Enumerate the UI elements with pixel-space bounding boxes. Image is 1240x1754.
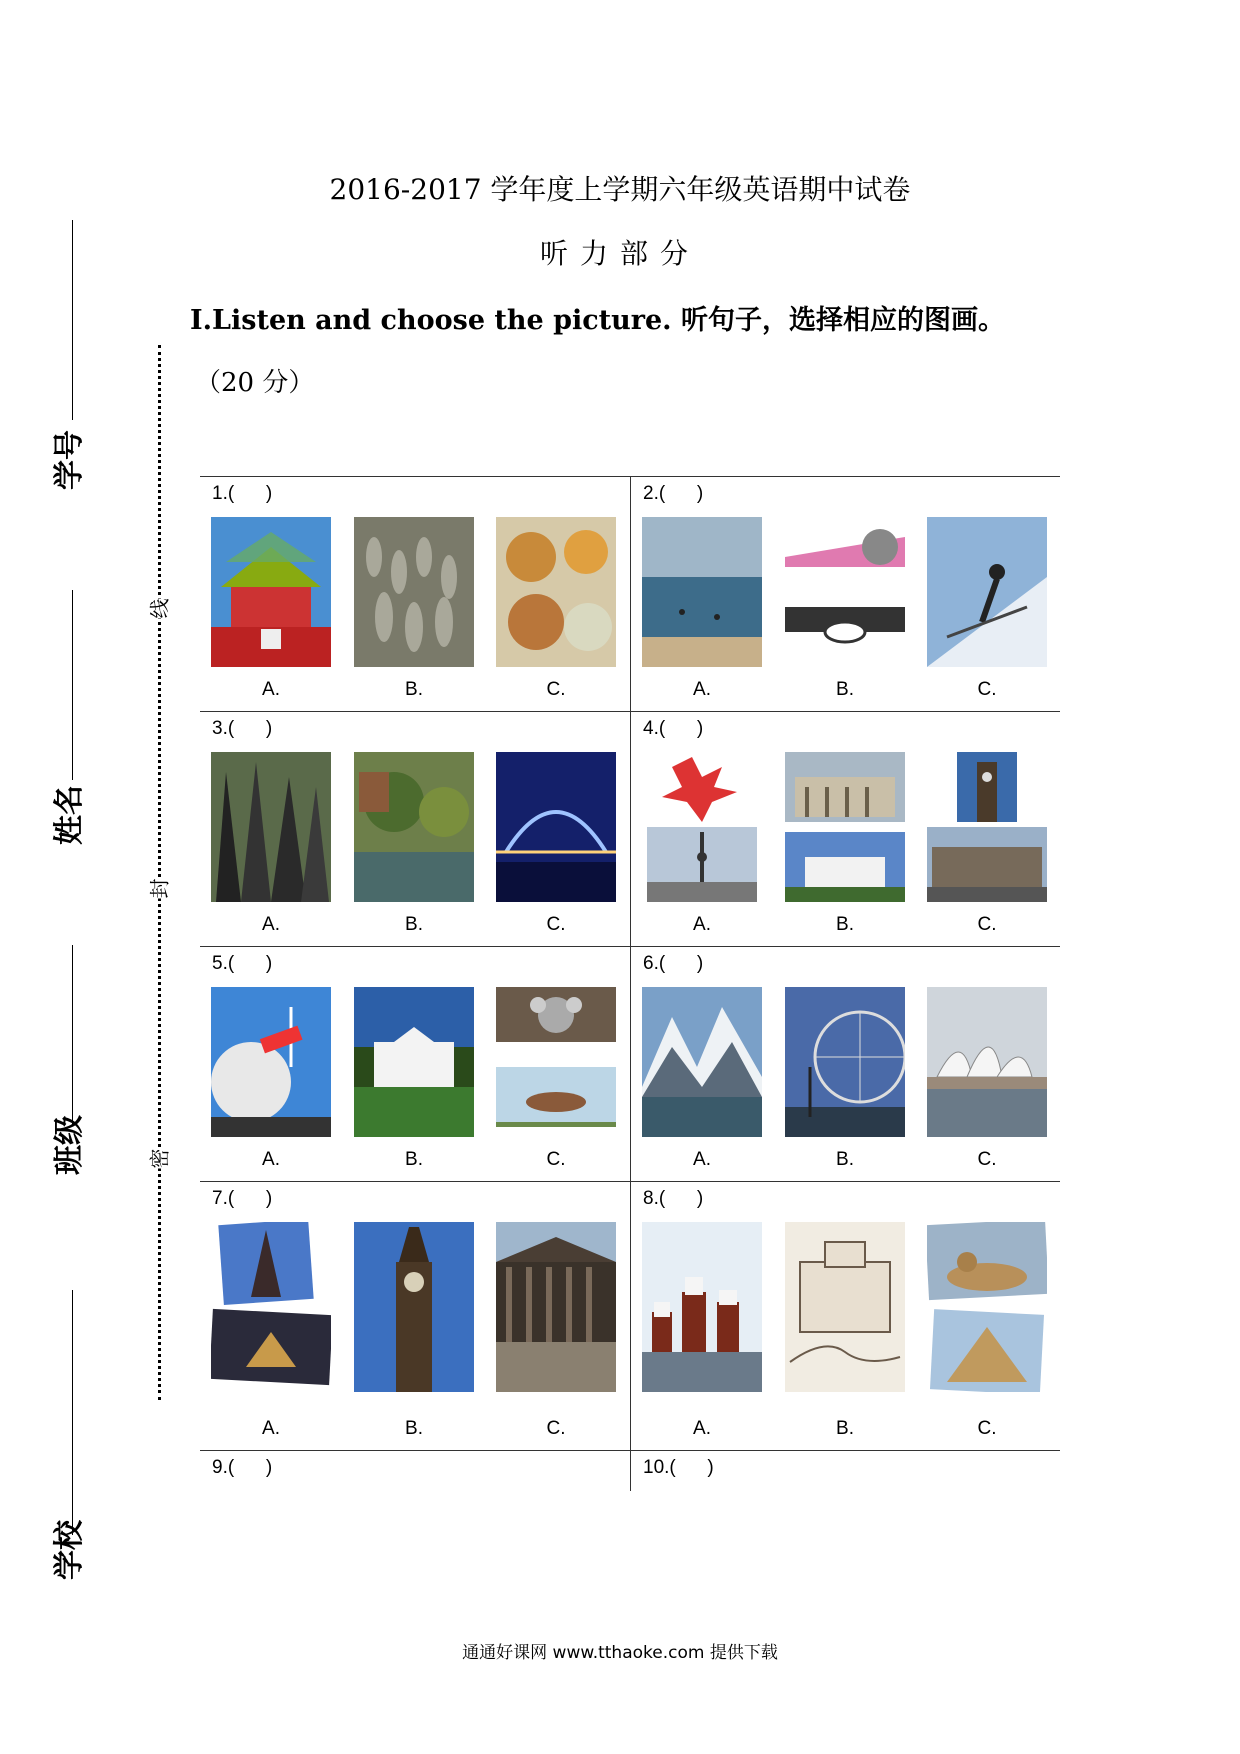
option-b: B. <box>405 679 423 700</box>
white-house-photo[interactable] <box>354 987 474 1137</box>
eiffel-tower-louvre-photos[interactable] <box>211 1222 331 1392</box>
option-c: C. <box>546 679 566 700</box>
option-b: B. <box>836 1149 854 1170</box>
sydney-opera-house-photo[interactable] <box>927 987 1047 1137</box>
class-line <box>72 945 73 1125</box>
skiing-photo[interactable] <box>927 517 1047 667</box>
question-number: 10.( ) <box>643 1457 714 1478</box>
question-number: 2.( ) <box>643 483 704 504</box>
seal-char-xian: 线 <box>140 599 177 619</box>
stupas-photo[interactable] <box>642 1222 762 1392</box>
big-ben-british-museum-photos[interactable] <box>927 752 1047 902</box>
stone-forest-photo[interactable] <box>211 752 331 902</box>
museum-white-house-photos[interactable] <box>785 752 905 902</box>
question-row <box>200 711 1060 946</box>
question-grid <box>200 476 1060 1491</box>
big-ben-photo[interactable] <box>354 1222 474 1392</box>
option-b: B. <box>836 679 854 700</box>
question-9 <box>200 1451 630 1491</box>
name-label: 姓名 <box>52 785 87 845</box>
beach-swimming-photo[interactable] <box>642 517 762 667</box>
option-b: B. <box>836 1418 854 1439</box>
question-number: 3.( ) <box>212 718 273 739</box>
question-number: 1.( ) <box>212 483 273 504</box>
option-b: B. <box>405 1149 423 1170</box>
option-a: A. <box>693 679 711 700</box>
option-b: B. <box>836 914 854 935</box>
dim-sum-food-photo[interactable] <box>496 517 616 667</box>
question-8 <box>630 1182 1061 1450</box>
footer-source: 通通好课网 www.tthaoke.com 提供下载 <box>462 1643 778 1663</box>
question-10 <box>630 1451 1061 1491</box>
option-a: A. <box>693 1149 711 1170</box>
maple-leaf-cn-tower-photos[interactable] <box>642 752 762 902</box>
option-c: C. <box>977 679 997 700</box>
exam-title: 2016-2017 学年度上学期六年级英语期中试卷 <box>329 173 911 206</box>
option-c: C. <box>546 1149 566 1170</box>
section-subtitle: 听力部分 <box>539 237 700 270</box>
snow-mountains-lake-photo[interactable] <box>642 987 762 1137</box>
question-1 <box>200 477 630 711</box>
question-5 <box>200 947 630 1181</box>
question-row <box>200 1181 1060 1450</box>
question-3 <box>200 712 630 946</box>
option-c: C. <box>977 1149 997 1170</box>
question-row <box>200 476 1060 711</box>
night-bridge-photo[interactable] <box>496 752 616 902</box>
question-4 <box>630 712 1061 946</box>
sphinx-pyramid-photos[interactable] <box>927 1222 1047 1392</box>
question-number: 9.( ) <box>212 1457 273 1478</box>
potala-palace-sketch[interactable] <box>785 1222 905 1392</box>
class-label: 班级 <box>52 1115 87 1175</box>
london-eye-photo[interactable] <box>785 987 905 1137</box>
section-instruction: I.Listen and choose the picture. 听句子，选择相应的图画。 <box>190 305 1005 336</box>
question-number: 5.( ) <box>212 953 273 974</box>
question-7 <box>200 1182 630 1450</box>
question-number: 6.( ) <box>643 953 704 974</box>
option-b: B. <box>405 914 423 935</box>
koala-kangaroo-photos[interactable] <box>496 987 616 1137</box>
option-a: A. <box>262 679 280 700</box>
option-a: A. <box>262 1418 280 1439</box>
school-label: 学校 <box>52 1520 87 1580</box>
seal-char-mi: 密 <box>140 1149 177 1169</box>
option-a: A. <box>262 914 280 935</box>
question-number: 8.( ) <box>643 1188 704 1209</box>
question-2 <box>630 477 1061 711</box>
epcot-theme-park-photo[interactable] <box>211 987 331 1137</box>
option-c: C. <box>977 914 997 935</box>
garden-pond-photo[interactable] <box>354 752 474 902</box>
option-b: B. <box>405 1418 423 1439</box>
lake-bridge-photo[interactable] <box>785 517 905 667</box>
option-a: A. <box>693 914 711 935</box>
option-a: A. <box>262 1149 280 1170</box>
question-6 <box>630 947 1061 1181</box>
option-a: A. <box>693 1418 711 1439</box>
question-number: 4.( ) <box>643 718 704 739</box>
british-museum-photo[interactable] <box>496 1222 616 1392</box>
student-no-label: 学号 <box>52 430 87 490</box>
option-c: C. <box>977 1418 997 1439</box>
question-row <box>200 1450 1060 1491</box>
tiananmen-gate-photo[interactable] <box>211 517 331 667</box>
seal-dotted-line <box>158 345 161 1400</box>
option-c: C. <box>546 914 566 935</box>
option-c: C. <box>546 1418 566 1439</box>
question-number: 7.( ) <box>212 1188 273 1209</box>
school-line <box>72 1290 73 1535</box>
section-score: （20 分） <box>195 368 315 398</box>
name-line <box>72 590 73 780</box>
terracotta-warriors-photo[interactable] <box>354 517 474 667</box>
seal-char-feng: 封 <box>140 879 177 899</box>
question-row <box>200 946 1060 1181</box>
